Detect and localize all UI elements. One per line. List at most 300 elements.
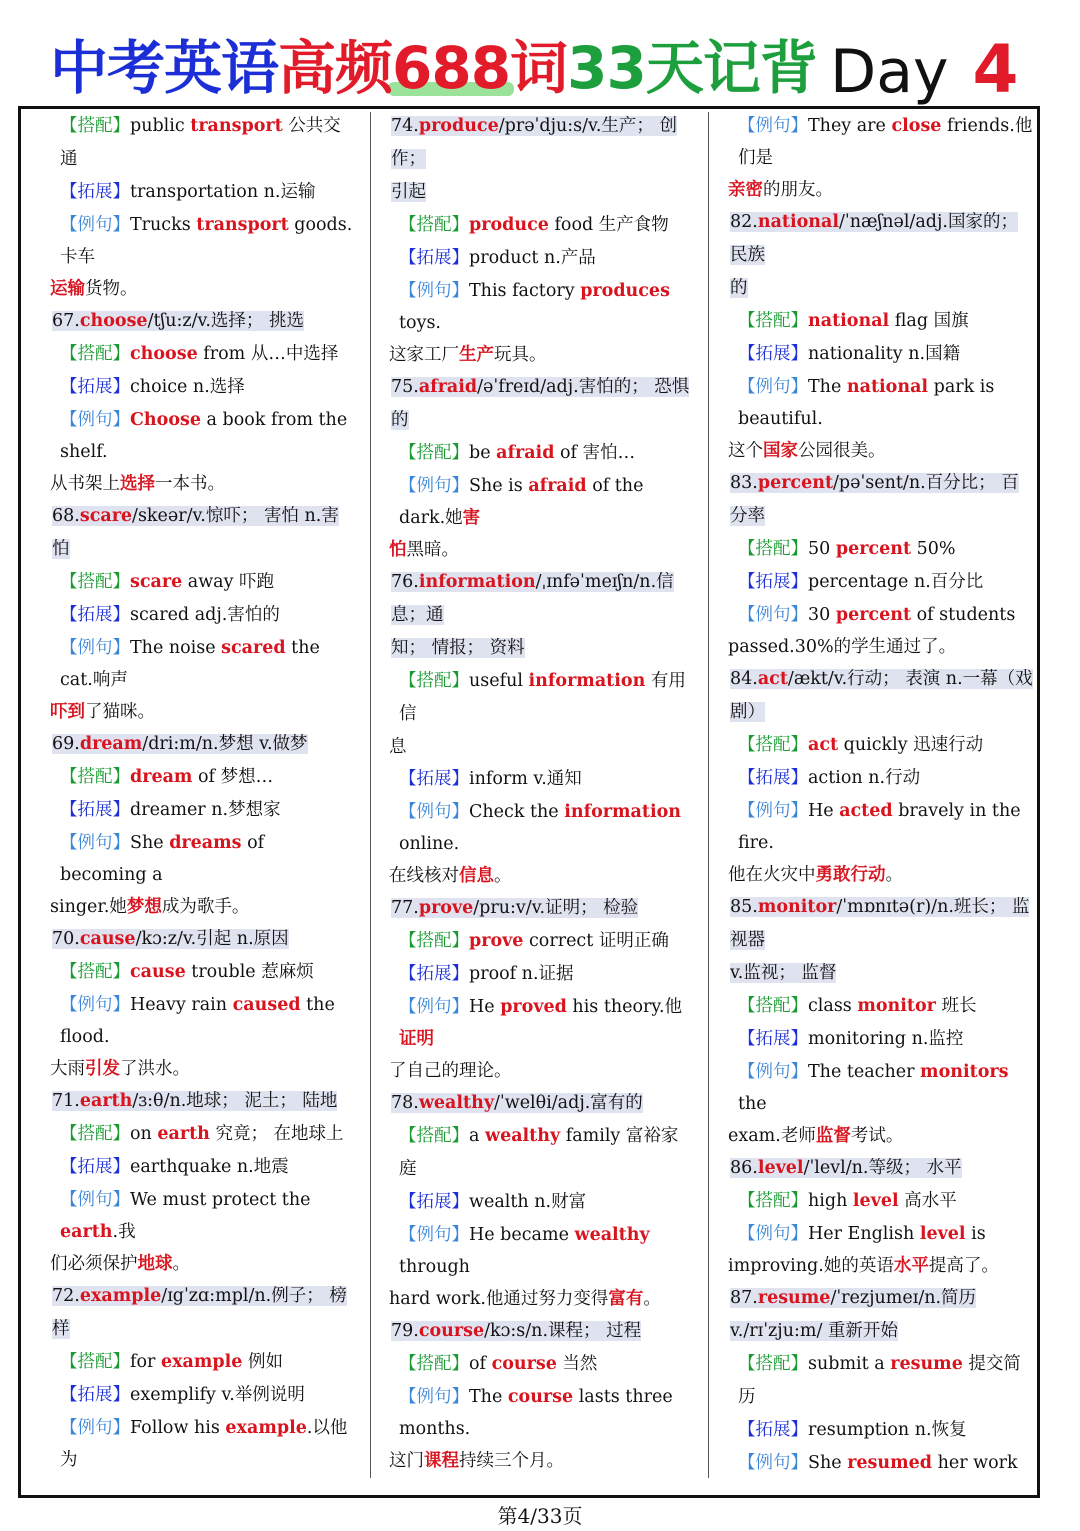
definition-continued: v.监视； 监督 [730,963,837,983]
text: 提高了。 [928,1256,999,1276]
text: on [130,1124,158,1144]
example-translation [728,435,1033,467]
example-translation [728,859,1033,891]
extension-label: 【拓展】 [399,964,469,984]
text: class [808,996,858,1016]
text: 。 [643,1289,661,1309]
keyword: afraid [528,476,587,496]
example-label: 【例句】 [399,997,469,1017]
collocation-line [389,1348,694,1381]
extension-label: 【拓展】 [738,344,808,364]
definition: /ˌɪnfəˈmeɪʃn/n.信息；通 [391,572,674,625]
collocation-line [728,1185,1033,1218]
text: The [808,377,847,397]
collocation-label: 【搭配】 [60,767,130,787]
text: Follow his [130,1418,226,1438]
text: the cat.响声 [60,638,320,690]
keyword: 生产 [459,345,494,365]
text: The noise [130,638,222,658]
example-label: 【例句】 [399,476,469,496]
headword-line [730,212,1018,265]
definition: /kɔ:z/v.引起 n.原因 [135,929,289,949]
example-translation [728,1120,1033,1152]
word-number: 82. [730,212,758,232]
word-number: 70. [52,929,80,949]
keyword: afraid [496,443,555,463]
example-translation [728,174,1033,206]
word-entry-78 [389,1087,694,1315]
example-label: 【例句】 [738,377,808,397]
example-line [728,599,1033,631]
keyword: 国家 [763,441,798,461]
headword: level [757,1158,804,1178]
keyword: 课程 [424,1451,459,1470]
text: They are [808,116,892,136]
headword-line [730,897,1029,950]
word-number: 67. [52,311,80,331]
word-number: 83. [730,473,758,493]
example-label: 【例句】 [399,1225,469,1245]
keyword: information [564,802,681,822]
keyword: 吓到 [50,702,85,722]
keyword: Choose [130,410,201,430]
text: food 生产食物 [548,215,669,235]
example-label: 【例句】 [60,1190,130,1210]
extension-label: 【拓展】 [399,248,469,268]
headword: national [757,212,840,232]
keyword: produce [469,215,549,235]
extension-line [728,762,1033,795]
text: 提交简历 [738,1354,1021,1407]
text: 考试。 [850,1126,904,1146]
text: We must protect the [130,1190,311,1210]
text: exam.老师 [728,1126,816,1146]
text: 班长 [935,996,977,1016]
keyword: cause [130,962,186,982]
collocation-label: 【搭配】 [738,1354,808,1374]
text: resumption n.恢复 [808,1420,967,1440]
keyword: 证明 [399,1029,434,1049]
keyword: national [808,311,890,331]
text: of 梦想… [192,767,274,787]
definition: /pru:v/v.证明； 检验 [473,898,639,918]
word-number: 84. [730,669,758,689]
collocation-label: 【搭配】 [60,962,130,982]
example-label: 【例句】 [738,116,808,136]
headword: cause [79,929,136,949]
text: 高水平 [898,1191,957,1211]
example-line [728,371,1033,435]
collocation-label: 【搭配】 [738,996,808,1016]
keyword: act [808,735,839,755]
headword-line [391,572,674,625]
example-translation [389,860,694,892]
column-1 [50,110,355,1470]
example-label: 【例句】 [399,802,469,822]
collocation-label: 【搭配】 [738,539,808,559]
text: dreamer n.梦想家 [130,800,281,820]
keyword: 怕 [389,540,407,560]
word-number: 75. [391,377,419,397]
example-translation [50,468,355,500]
text: 公共交通 [60,116,341,169]
text: 。 [494,866,512,886]
extension-line [389,763,694,796]
keyword: 信息 [459,866,494,886]
day-indicator [830,31,1019,108]
text: the flood. [60,995,335,1047]
text: proof n.证据 [469,964,574,984]
keyword: acted [839,801,893,821]
word-entry-68 [50,500,355,728]
text: Her English [808,1224,920,1244]
extension-line [728,1414,1033,1447]
extension-label: 【拓展】 [60,377,130,397]
keyword: 引发 [85,1059,120,1079]
collocation-line [389,665,694,731]
word-entry-70 [50,923,355,1085]
word-entry-72 [50,1280,355,1470]
header [0,0,1080,106]
example-label: 【例句】 [60,1418,130,1438]
text: .我 [112,1222,136,1242]
text: 当然 [556,1354,598,1374]
keyword: 亲密 [728,180,763,200]
example-translation [389,1445,694,1470]
text: park is beautiful. [738,377,995,429]
collocation-label: 【搭配】 [399,671,469,691]
extension-label: 【拓展】 [60,605,130,625]
text: 持续三个月。 [459,1451,564,1470]
collocation-line [50,566,355,599]
text: hard work.他通过努力变得 [389,1289,609,1309]
example-label: 【例句】 [738,605,808,625]
keyword: resume [890,1354,963,1374]
extension-label: 【拓展】 [60,1385,130,1405]
word-entry-84 [728,663,1033,891]
headword-line [52,506,339,559]
keyword: information [528,671,646,691]
text: of 害怕… [554,443,636,463]
headword: afraid [418,377,478,397]
text: He [469,997,501,1017]
keyword: wealthy [574,1225,650,1245]
keyword: 梦想 [126,897,162,917]
text: 玩具。 [494,345,547,365]
headword-line [391,377,689,430]
definition: /ˈmɒnɪtə(r)/n.班长； 监视器 [730,897,1030,950]
text: 50% [911,539,956,559]
keyword: 选择 [120,474,155,494]
headword-line [391,116,677,169]
definition: /ɪgˈzɑ:mpl/n.例子； 榜样 [52,1286,347,1339]
collocation-label: 【搭配】 [60,344,130,364]
example-line [50,404,355,468]
text: action n.行动 [808,768,921,788]
text: improving.她的英语 [728,1256,894,1276]
definition: /skeər/v.惊吓； 害怕 n.害怕 [52,506,339,559]
definition: /ˈlevl/n.等级； 水平 [803,1158,962,1178]
example-line [389,1381,694,1445]
definition-continued: 知； 情报； 资料 [391,638,525,658]
text: 的朋友。 [763,180,833,200]
extension-label: 【拓展】 [738,1420,808,1440]
text: through [399,1257,470,1277]
extension-line [389,242,694,275]
text: a book from the shelf. [60,410,348,462]
text: of the dark.她 [399,476,644,528]
text: She [808,1453,848,1470]
text: The [469,1387,508,1407]
example-label: 【例句】 [738,801,808,821]
word-entry-74 [389,110,694,371]
example-line [50,1412,355,1470]
column-2 [389,110,694,1470]
title-part-4: 词 [510,34,568,102]
text: 他在火灾中 [728,865,816,885]
collocation-label: 【搭配】 [60,572,130,592]
text: This factory [469,281,581,301]
word-entry-66-continued [50,110,355,305]
extension-label: 【拓展】 [60,182,130,202]
keyword: 富有 [608,1289,644,1309]
extension-line [50,176,355,209]
headword-line [730,1288,976,1308]
text: useful [469,671,529,691]
keyword: caused [232,995,301,1015]
extension-label: 【拓展】 [738,1029,808,1049]
headword-line [52,311,304,331]
extension-label: 【拓展】 [60,800,130,820]
collocation-line [728,533,1033,566]
example-line [50,1184,355,1248]
text: 货物。 [85,279,138,299]
extension-label: 【拓展】 [738,572,808,592]
extension-line [389,958,694,991]
definition: /ɜ:θ/n.地球； 泥土； 陆地 [132,1091,338,1111]
text: 一本书。 [155,474,225,494]
word-number: 79. [391,1321,419,1341]
text: of students [911,605,1016,625]
extension-line [728,1023,1033,1056]
headword-line [52,929,289,949]
column-divider [708,112,709,1478]
text: 了猫咪。 [85,702,155,722]
word-entry-83 [728,467,1033,663]
collocation-label: 【搭配】 [738,735,808,755]
example-line [50,827,355,891]
definition: /ˈnæʃnəl/adj.国家的； 民族 [730,212,1018,265]
text: She is [469,476,529,496]
text: goods.卡车 [60,215,353,267]
text: Trucks [130,215,197,235]
keyword: 监督 [815,1126,851,1146]
text: choice n.选择 [130,377,245,397]
text: 。 [172,1254,190,1274]
word-entry-67 [50,305,355,500]
collocation-label: 【搭配】 [60,1352,130,1372]
word-number: 87. [730,1288,758,1308]
example-line [728,1447,1033,1470]
text: a [469,1126,485,1146]
text: correct 证明正确 [523,931,669,951]
extension-label: 【拓展】 [399,1192,469,1212]
example-line [389,275,694,339]
collocation-label: 【搭配】 [399,443,469,463]
collocation-line [50,956,355,989]
collocation-label: 【搭配】 [60,1124,130,1144]
example-label: 【例句】 [60,638,130,658]
keyword: transport [190,116,283,136]
extension-label: 【拓展】 [60,1157,130,1177]
collocation-label: 【搭配】 [738,311,808,331]
text: online. [399,834,460,854]
headword: wealthy [418,1093,495,1113]
example-line [728,110,1033,174]
example-translation [728,1250,1033,1282]
text: toys. [399,313,441,333]
keyword: dreams [169,833,242,853]
keyword: example [225,1418,307,1438]
example-line [389,470,694,534]
text: 黑暗。 [406,540,459,560]
collocation-line [389,209,694,242]
extension-label: 【拓展】 [738,768,808,788]
text: high [808,1191,853,1211]
example-translation [389,1283,694,1315]
day-label: Day [830,37,949,107]
collocation-line [389,1120,694,1186]
text: He became [469,1225,575,1245]
text: earthquake n.地震 [130,1157,289,1177]
text: for [130,1352,161,1372]
word-entry-71 [50,1085,355,1280]
extension-line [389,1186,694,1219]
column-divider [370,112,371,1478]
text: 公园很美。 [798,441,886,461]
collocation-continued: 息 [389,737,407,757]
headword: dream [79,734,143,754]
text: his theory.他 [566,997,683,1017]
keyword: 勇敢行动 [815,865,886,885]
word-entry-77 [389,892,694,1087]
example-line [389,991,694,1055]
title-part-2: 高频 [278,34,393,102]
text: the [738,1094,767,1114]
example-label: 【例句】 [60,410,130,430]
text: monitoring n.监控 [808,1029,964,1049]
headword: choose [79,311,148,331]
collocation-line [728,305,1033,338]
text: from 从…中选择 [197,344,339,364]
keyword: 运输 [50,279,85,299]
headword: percent [757,473,834,493]
word-entry-86 [728,1152,1033,1282]
text: wealth n.财富 [469,1192,587,1212]
text: 30 [808,605,836,625]
keyword: earth [157,1124,210,1144]
word-number: 85. [730,897,758,917]
word-number: 77. [391,898,419,918]
text: public [130,116,191,136]
example-line [389,796,694,860]
collocation-label: 【搭配】 [738,1191,808,1211]
collocation-line [728,990,1033,1023]
headword: scare [79,506,133,526]
text: 成为歌手。 [161,897,250,917]
keyword: prove [469,931,524,951]
example-translation [50,273,355,305]
text: transportation n.运输 [130,182,316,202]
headword: monitor [757,897,837,917]
keyword: course [491,1354,557,1374]
keyword: monitor [857,996,936,1016]
text: He [808,801,840,821]
definition: /ˈwelθi/adj.富有的 [494,1093,643,1113]
word-entry-69 [50,728,355,923]
example-label: 【例句】 [60,995,130,1015]
text: singer.她 [50,897,127,917]
keyword: choose [130,344,198,364]
example-translation [389,339,694,371]
keyword: dream [130,767,193,787]
day-number: 4 [972,31,1019,108]
keyword: close [891,116,942,136]
extension-line [50,794,355,827]
keyword: proved [500,997,567,1017]
word-entry-76 [389,566,694,892]
text: 例如 [242,1352,283,1372]
definition-continued: v./rɪˈzju:m/ 重新开始 [730,1321,898,1341]
word-number: 76. [391,572,419,592]
text: Heavy rain [130,995,233,1015]
text: trouble 惹麻烦 [185,962,314,982]
keyword: level [852,1191,899,1211]
text: .以他为 [60,1418,348,1470]
text: family 富裕家庭 [399,1126,679,1179]
definition-continued: 的 [730,278,748,298]
example-label: 【例句】 [60,833,130,853]
text: 们必须保护 [50,1254,138,1274]
text: 在线核对 [389,866,459,886]
headword-line [730,473,1019,526]
text: 究竟； 在地球上 [209,1124,344,1144]
headword: course [418,1321,485,1341]
text: of becoming a [60,833,265,885]
keyword: scared [221,638,286,658]
text: product n.产品 [469,248,596,268]
headword: produce [418,116,499,136]
keyword: transport [196,215,289,235]
keyword: wealthy [485,1126,561,1146]
text: The teacher [808,1062,921,1082]
text: 有用信 [399,671,686,724]
text: percentage n.百分比 [808,572,984,592]
text: her work [937,1453,1018,1470]
word-number: 72. [52,1286,80,1306]
collocation-line [389,925,694,958]
collocation-line [50,338,355,371]
keyword: national [846,377,929,397]
word-number: 69. [52,734,80,754]
word-entry-75 [389,371,694,566]
definition: /ækt/v.行动； 表演 n.一幕（戏 [787,669,1033,689]
example-translation [50,1248,355,1280]
extension-line [728,566,1033,599]
definition: /kɔ:s/n.课程； 过程 [484,1321,642,1341]
keyword: earth [60,1222,113,1242]
collocation-line [50,761,355,794]
